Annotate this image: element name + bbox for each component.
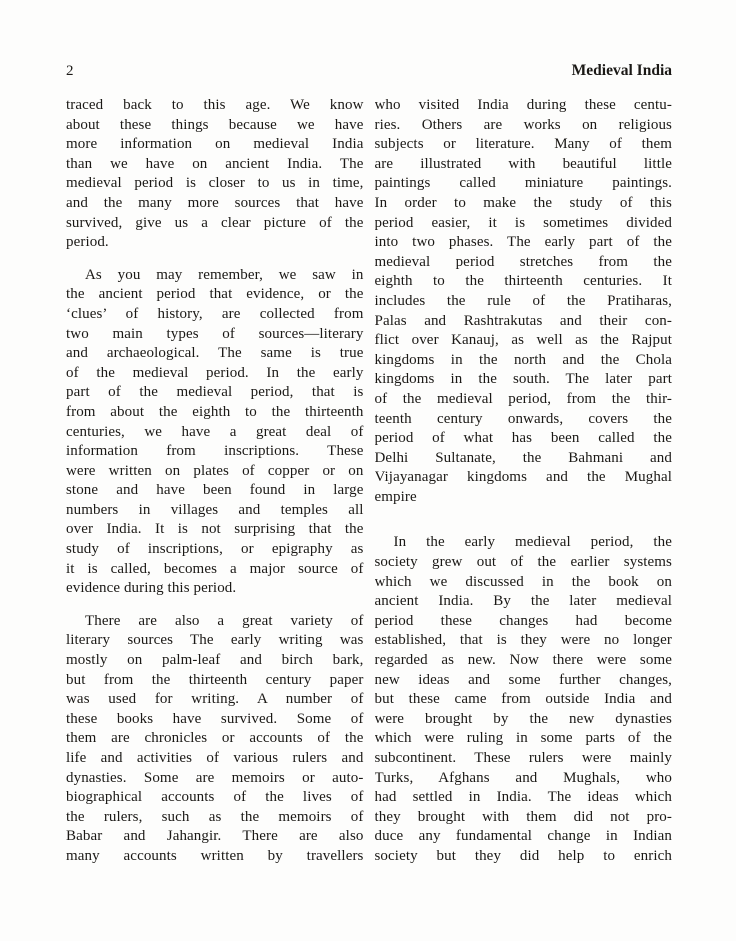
text-line: kingdoms in the north and the Chola: [374, 351, 672, 368]
text-line: information from inscriptions. These: [66, 443, 364, 460]
text-line: numbers in villages and temples all: [66, 501, 364, 518]
text-line: the ancient period that evidence, or the: [66, 286, 364, 303]
text-line: ancient India. By the later medieval: [374, 593, 672, 610]
page-number: 2: [66, 63, 74, 79]
text-line: of the medieval period, from the thir-: [374, 390, 672, 407]
text-line: these books have survived. Some of: [66, 710, 364, 727]
text-line: they brought with them did not pro-: [374, 808, 672, 825]
text-line: them are chronicles or accounts of the: [66, 730, 364, 747]
text-line: and the many more sources that have: [66, 194, 364, 211]
text-line: who visited India during these centu-: [374, 97, 672, 113]
text-line: There are also a great variety of: [85, 612, 364, 629]
text-line: Delhi Sultanate, the Bahmani and: [374, 449, 672, 466]
paragraph: [375, 533, 673, 866]
text-line: society but they did help to enrich: [374, 847, 672, 864]
text-line: were written on plates of copper or on: [66, 462, 364, 479]
text-line: regarded as new. Now there were some: [374, 652, 672, 669]
text-line: but these came from outside India and: [374, 691, 672, 708]
text-line: flict over Kanauj, as well as the Rajput: [374, 332, 672, 349]
text-line: were brought by the new dynasties: [374, 710, 672, 727]
text-line: society grew out of the earlier systems: [374, 554, 672, 571]
paragraph: [66, 612, 364, 867]
right-column: [375, 96, 673, 867]
text-line: dynasties. Some are memoirs or auto-: [66, 769, 364, 786]
text-line: medieval period stretches from the: [374, 253, 672, 270]
text-line: subcontinent. These rulers were mainly: [374, 750, 672, 766]
text-line: mostly on palm-leaf and birch bark,: [66, 652, 364, 669]
text-line: Vijayanagar kingdoms and the Mughal: [374, 469, 672, 486]
text-line: over India. It is not surprising that the: [66, 521, 364, 538]
text-line: Turks, Afghans and Mughals, who: [374, 769, 672, 786]
text-line: and archaeological. The same is true: [66, 345, 364, 362]
text-line: period.: [66, 234, 109, 251]
text-line: medieval period is closer to us in time,: [66, 175, 364, 192]
text-line: many accounts written by travellers: [66, 847, 364, 864]
left-column: [66, 96, 364, 867]
text-line: study of inscriptions, or epigraphy as: [66, 541, 364, 558]
text-line: it is called, becomes a major source of: [66, 560, 364, 577]
text-line: subjects or literature. Many of them: [374, 136, 672, 153]
text-line: traced back to this age. We know: [66, 97, 364, 113]
text-line: As you may remember, we saw in: [85, 266, 364, 283]
text-line: into two phases. The early part of the: [374, 234, 672, 251]
text-line: Palas and Rashtrakutas and their con-: [374, 312, 672, 329]
paragraph: [375, 96, 673, 507]
text-line: two main types of sources—literary: [66, 325, 364, 342]
text-line: ‘clues’ of history, are collected from: [66, 305, 364, 322]
text-line: Babar and Jahangir. There are also: [66, 828, 364, 845]
text-line: established, that is they were no longer: [374, 632, 672, 649]
text-line: of the medieval period. In the early: [66, 364, 364, 381]
text-line: than we have on ancient India. The: [66, 155, 364, 172]
text-line: eighth to the thirteenth centuries. It: [374, 273, 672, 290]
text-line: duce any fundamental change in Indian: [374, 828, 672, 845]
text-line: literary sources The early writing was: [66, 632, 364, 649]
text-line: life and activities of various rulers and: [66, 750, 364, 766]
paragraph: [66, 96, 364, 253]
text-line: which were ruling in some parts of the: [374, 730, 672, 747]
text-line: stone and have been found in large: [66, 482, 364, 499]
two-column-text-body: [66, 96, 672, 867]
text-line: In order to make the study of this: [374, 194, 672, 211]
paragraph: [66, 266, 364, 599]
text-line: about these things because we have: [66, 116, 364, 133]
text-line: teenth century onwards, covers the: [374, 410, 672, 427]
text-line: biographical accounts of the lives of: [66, 789, 364, 806]
text-line: centuries, we have a great deal of: [66, 423, 364, 440]
running-title: Medieval India: [571, 62, 672, 79]
text-line: period of what has been called the: [374, 430, 672, 447]
text-line: survived, give us a clear picture of the: [66, 214, 364, 231]
text-line: period easier, it is sometimes divided: [374, 214, 672, 231]
text-line: period these changes had become: [374, 612, 672, 629]
text-line: paintings called miniature paintings.: [374, 175, 672, 192]
text-line: from about the eighth to the thirteenth: [66, 403, 364, 420]
text-line: evidence during this period.: [66, 580, 237, 597]
text-line: empire: [374, 488, 417, 505]
text-line: ries. Others are works on religious: [374, 116, 672, 133]
text-line: which we discussed in the book on: [374, 573, 672, 590]
text-line: are illustrated with beautiful little: [374, 155, 672, 172]
text-line: includes the rule of the Pratiharas,: [374, 292, 672, 309]
text-line: was used for writing. A number of: [66, 691, 364, 708]
text-line: part of the medieval period, that is: [66, 384, 364, 401]
text-line: the rulers, such as the memoirs of: [66, 808, 364, 825]
text-line: had settled in India. The ideas which: [374, 789, 672, 806]
page-header: [66, 62, 672, 80]
text-line: kingdoms in the south. The later part: [374, 371, 672, 388]
text-line: more information on medieval India: [66, 136, 364, 153]
text-line: new ideas and some further changes,: [374, 671, 672, 688]
text-line: but from the thirteenth century paper: [66, 671, 364, 688]
text-line: In the early medieval period, the: [393, 534, 672, 551]
